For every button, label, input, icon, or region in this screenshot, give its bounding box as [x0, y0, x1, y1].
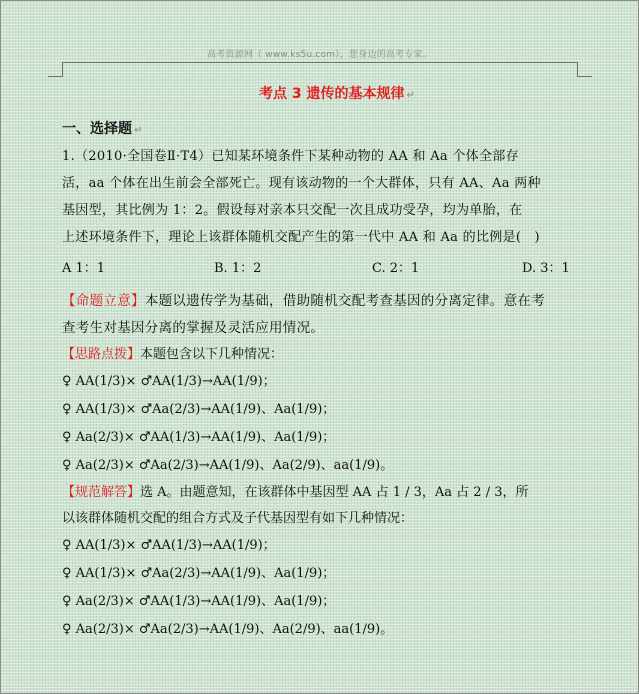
intent-label: 【命题立意】: [62, 293, 145, 309]
section-heading: 一、选择题 ↵: [62, 121, 143, 137]
question-line: 1.（2010·全国卷Ⅱ·T4）已知某环境条件下某种动物的 AA 和 Aa 个体全部存: [62, 149, 519, 164]
document-body: [62, 82, 582, 644]
question-line: 基因型，其比例为 1：2。假设每对亲本只交配一次且成功受孕，均为单胎，在: [62, 203, 523, 218]
hint-section: [62, 342, 582, 480]
answer-section: [62, 480, 582, 644]
answer-case: ♀ Aa(2/3)× ♂Aa(2/3)→AA(1/9)、Aa(2/9)、aa(1/9)。: [62, 622, 394, 637]
hint-case: ♀ Aa(2/3)× ♂AA(1/3)→AA(1/9)、Aa(1/9)；: [62, 430, 336, 445]
option-d: D. 3：1: [522, 261, 570, 276]
header-site-text: 高考资源网（ www.ks5u.com），您身边的高考专家。: [207, 50, 432, 60]
answer-text: 选 A。由题意知，在该群体中基因型 AA 占 1 / 3，Aa 占 2 / 3，所: [140, 485, 529, 500]
intent-line: 查考生对基因分离的掌握及灵活应用情况。: [62, 320, 325, 336]
hint-label: 【思路点拨】: [62, 347, 141, 362]
intent-line: [62, 288, 582, 315]
question-line: 活，aa 个体在出生前会全部死亡。现有该动物的一个大群体，只有 AA、Aa 两种: [62, 176, 541, 191]
answer-options: [62, 254, 582, 284]
section-heading-text: 一、选择题: [62, 121, 132, 137]
hint-case: ♀ AA(1/3)× ♂Aa(2/3)→AA(1/9)、Aa(1/9)；: [62, 402, 336, 417]
hint-case: ♀ AA(1/3)× ♂AA(1/3)→AA(1/9)；: [62, 374, 276, 389]
answer-line: [62, 480, 582, 506]
intent-paragraph: [62, 288, 582, 342]
option-a: A 1：1: [62, 261, 106, 276]
answer-case: ♀ Aa(2/3)× ♂AA(1/3)→AA(1/9)、Aa(1/9)；: [62, 594, 336, 609]
answer-case: ♀ AA(1/3)× ♂Aa(2/3)→AA(1/9)、Aa(1/9)；: [62, 566, 336, 581]
margin-corner-left: [48, 62, 63, 77]
intent-text: 本题以遗传学为基础，借助随机交配考查基因的分离定律。意在考: [144, 293, 546, 309]
doc-title: 考点 3 遗传的基本规律 ↵: [259, 86, 415, 102]
doc-title-text: 考点 3 遗传的基本规律: [259, 86, 405, 102]
answer-case: ♀ AA(1/3)× ♂AA(1/3)→AA(1/9)；: [62, 538, 276, 553]
hint-line: [62, 342, 582, 368]
question-line: 上述环境条件下，理论上该群体随机交配产生的第一代中 AA 和 Aa 的比例是( ): [62, 230, 540, 245]
answer-label: 【规范解答】: [62, 485, 141, 500]
margin-corner-right: [577, 62, 592, 77]
hint-text: 本题包含以下几种情况：: [140, 347, 284, 362]
question-stem: [62, 144, 582, 252]
answer-line: 以该群体随机交配的组合方式及子代基因型有如下几种情况：: [62, 511, 414, 526]
option-b: B. 1：2: [214, 261, 262, 276]
hint-case: ♀ Aa(2/3)× ♂Aa(2/3)→AA(1/9)、Aa(2/9)、aa(1/9)。: [62, 458, 394, 473]
option-c: C. 2：1: [372, 261, 420, 276]
header-rule: [62, 62, 577, 63]
